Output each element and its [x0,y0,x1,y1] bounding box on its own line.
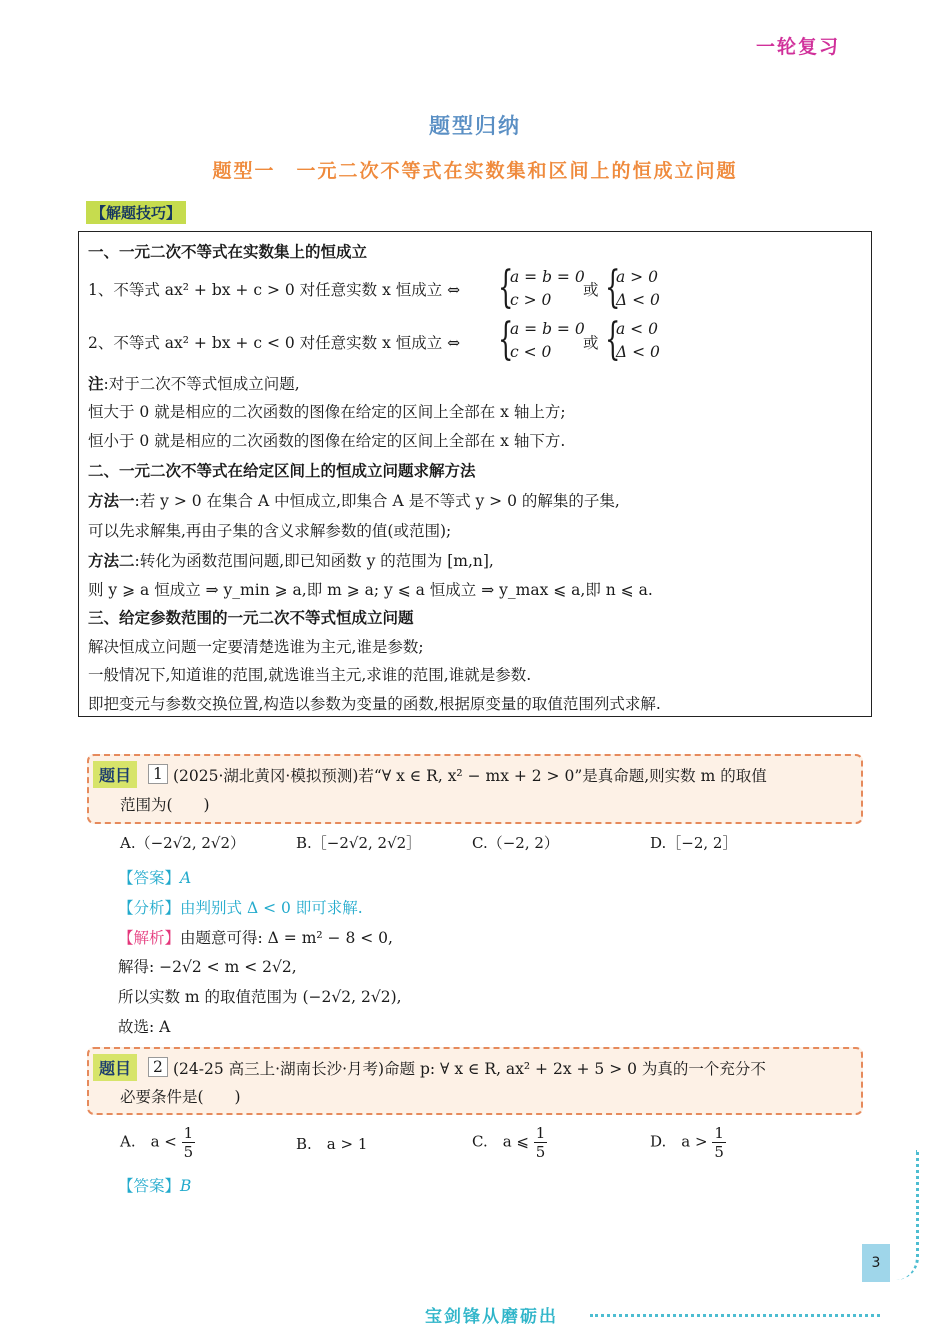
answer-line: 【答案】B [118,1177,192,1195]
note-line: 注:对于二次不等式恒成立问题, [88,374,300,393]
option-c: C. a ⩽ $\frac{1}{5}$ [472,1124,546,1161]
system-1b: a > 0 Δ < 0 [616,268,660,309]
tips-label: 【解题技巧】 [86,201,186,224]
brace-icon: { [498,314,514,365]
box-sec2: 二、一元二次不等式在给定区间上的恒成立问题求解方法 [88,461,476,480]
solution-line: 【解析】由题意可得: Δ = m² − 8 < 0, [118,929,393,947]
question-2-text: (24-25 高三上·湖南长沙·月考)命题 p: ∀ x ∈ R, ax² + 2x + 5 > 0 为真的一个充分不 [173,1060,766,1078]
system-2a: a = b = 0 c < 0 [510,320,585,361]
option-a: A. a < $\frac{1}{5}$ [120,1124,194,1161]
option-b: B. a > 1 [296,1135,368,1153]
footer-motto: 宝剑锋从磨砺出 [425,1307,558,1327]
or-label: 或 [583,281,599,299]
option-b: B.［−2√2, 2√2］ [296,834,422,852]
question-number: 1 [148,764,168,784]
or-label: 或 [583,334,599,352]
sec3-line-3: 即把变元与参数交换位置,构造以参数为变量的函数,根据原变量的取值范围列式求解. [88,695,661,713]
note-line-3: 恒小于 0 就是相应的二次函数的图像在给定的区间上全部在 x 轴下方. [88,432,566,450]
method1-line-2: 可以先求解集,再由子集的含义求解参数的值(或范围); [88,522,452,540]
topic-subtitle: 题型一 一元二次不等式在实数集和区间上的恒成立问题 [212,160,738,182]
brace-icon: { [498,262,514,313]
question-2-text-2: 必要条件是( ) [120,1088,241,1106]
system-1a: a = b = 0 c > 0 [510,268,585,309]
option-d: D.［−2, 2］ [650,834,738,852]
question-tag: 题目 [93,761,137,788]
method2-line: 方法二:转化为函数范围问题,即已知函数 y 的范围为 [m,n], [88,551,494,570]
box-line1: 1、不等式 ax² + bx + c > 0 对任意实数 x 恒成立 ⇔ [88,281,461,299]
analysis-line: 【分析】由判别式 Δ < 0 即可求解. [118,899,363,917]
solution-line-4: 故选: A [118,1018,171,1036]
question-number: 2 [148,1057,168,1077]
question-1-text-2: 范围为( ) [120,796,210,814]
method1-line: 方法一:若 y > 0 在集合 A 中恒成立,即集合 A 是不等式 y > 0 的解集的子集, [88,491,620,510]
brand-label: 一轮复习 [756,36,841,58]
box-line2: 2、不等式 ax² + bx + c < 0 对任意实数 x 恒成立 ⇔ [88,334,461,352]
page-number: 3 [862,1244,890,1282]
option-d: D. a > $\frac{1}{5}$ [650,1124,724,1161]
sec3-line-1: 解决恒成立问题一定要清楚选谁为主元,谁是参数; [88,638,424,656]
answer-line: 【答案】A [118,869,192,887]
box-sec3: 三、给定参数范围的一元二次不等式恒成立问题 [88,608,414,627]
footer-dotted-line [590,1314,880,1317]
question-1-text: (2025·湖北黄冈·模拟预测)若“∀ x ∈ R, x² − mx + 2 > 0”是真命题,则实数 m 的取值 [173,767,767,785]
sec3-line-2: 一般情况下,知道谁的范围,就选谁当主元,求谁的范围,谁就是参数. [88,666,532,684]
solution-line-3: 所以实数 m 的取值范围为 (−2√2, 2√2), [118,988,402,1006]
decorative-dots [896,1150,919,1280]
method2-line-2: 则 y ⩾ a 恒成立 ⇒ y_min ⩾ a,即 m ⩾ a; y ⩽ a 恒成立 ⇒ y_max ⩽ a,即 n ⩽ a. [88,581,653,599]
solution-line-2: 解得: −2√2 < m < 2√2, [118,958,297,976]
system-2b: a < 0 Δ < 0 [616,320,660,361]
option-c: C.（−2, 2） [472,834,559,852]
question-tag: 题目 [93,1054,137,1081]
brace-icon: { [605,314,621,365]
brace-icon: { [605,262,621,313]
section-title: 题型归纳 [429,113,521,138]
note-line-2: 恒大于 0 就是相应的二次函数的图像在给定的区间上全部在 x 轴上方; [88,403,566,421]
option-a: A.（−2√2, 2√2） [120,834,245,852]
box-sec1: 一、一元二次不等式在实数集上的恒成立 [88,242,368,261]
